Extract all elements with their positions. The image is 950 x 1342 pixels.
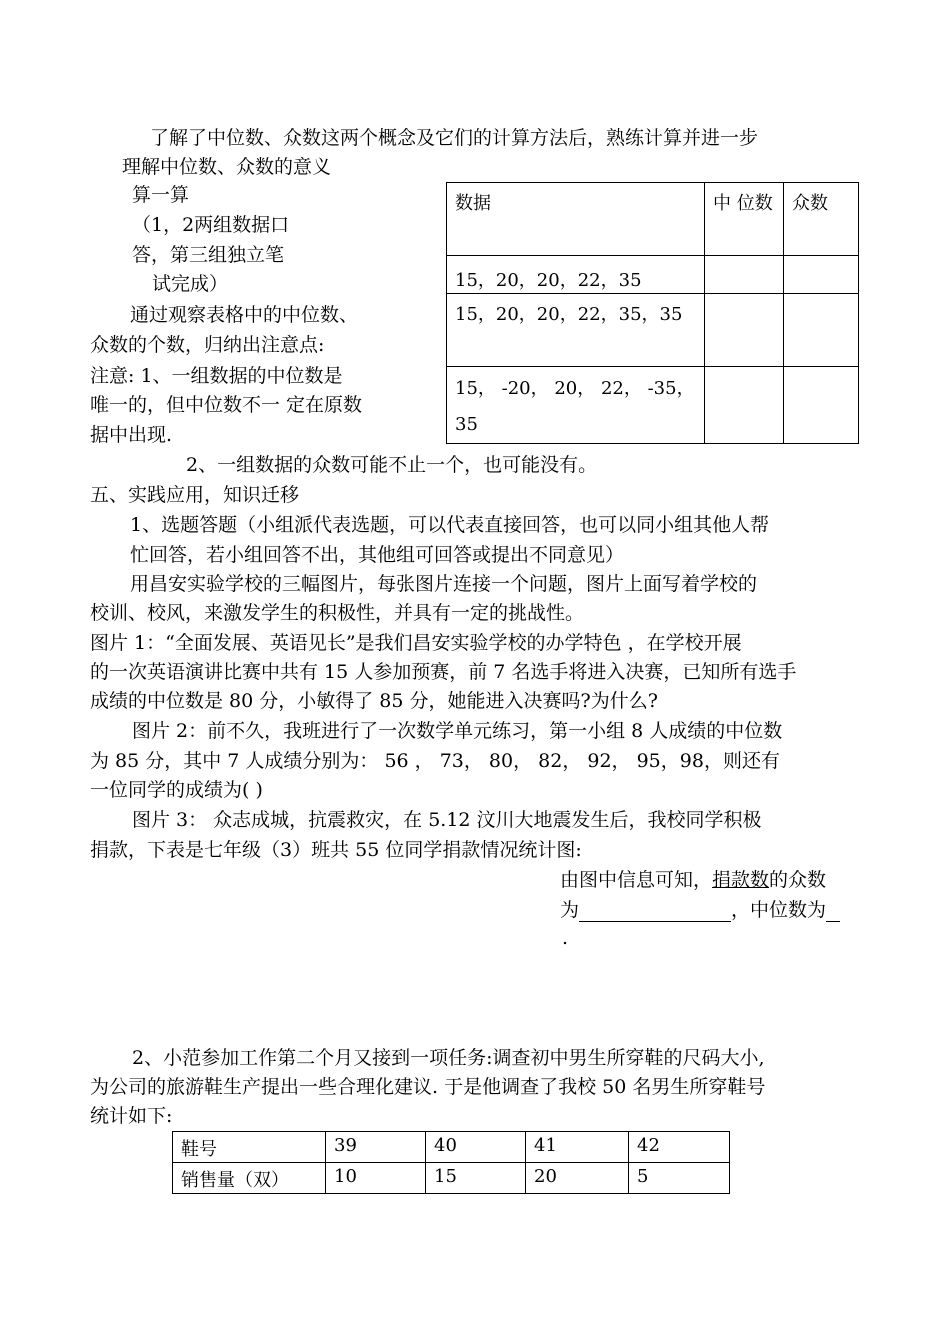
table-row xyxy=(173,1132,730,1163)
row-mode xyxy=(784,294,859,367)
picture-2-line-1: 图片 2：前不久，我班进行了一次数学单元练习，第一小组 8 人成绩的中位数 xyxy=(132,720,783,742)
sales-cell: 20 xyxy=(526,1163,629,1194)
q2-line-1: 2、小范参加工作第二个月又接到一项任务:调查初中男生所穿鞋的尺码大小, xyxy=(132,1047,765,1069)
shoe-size-table xyxy=(172,1131,730,1194)
size-cell: 42 xyxy=(629,1132,730,1163)
size-cell: 39 xyxy=(326,1132,426,1163)
desc-line-2: 校训、校风，来激发学生的积极性，并具有一定的挑战性。 xyxy=(90,602,585,624)
info-suffix: 的众数 xyxy=(769,869,827,891)
q1-line-1: 1、选题答题（小组派代表选题，可以代表直接回答，也可以同小组其他人帮 xyxy=(130,514,770,536)
size-cell: 40 xyxy=(426,1132,526,1163)
size-cell: 41 xyxy=(526,1132,629,1163)
picture-1-line-1: 图片 1：“全面发展、英语见长”是我们昌安实验学校的办学特色 ，在学校开展 xyxy=(90,632,742,654)
calc-note-1: （1，2两组数据口 xyxy=(132,214,290,236)
intro-line-1: 了解了中位数、众数这两个概念及它们的计算方法后，熟练计算并进一步 xyxy=(150,127,759,149)
note-2: 2、一组数据的众数可能不止一个，也可能没有。 xyxy=(186,454,598,476)
picture-3-fill xyxy=(560,898,840,922)
intro-line-2: 理解中位数、众数的意义 xyxy=(122,156,332,178)
calc-note-3: 试完成） xyxy=(152,273,229,295)
sales-cell: 10 xyxy=(326,1163,426,1194)
row-mode xyxy=(784,256,859,294)
row-data: 15，20，20，22，35 xyxy=(447,256,705,294)
picture-3-info xyxy=(560,868,826,892)
table-row xyxy=(447,256,859,294)
row-median xyxy=(705,367,784,444)
median-answer-blank[interactable] xyxy=(826,901,840,922)
note-1-line-2: 唯一的，但中位数不一 定在原数 xyxy=(90,394,363,416)
header-median: 中 位数 xyxy=(705,183,784,256)
picture-2-line-3: 一位同学的成绩为( ) xyxy=(90,779,263,801)
table-row xyxy=(173,1163,730,1194)
row-label-sales: 销售量（双） xyxy=(173,1163,326,1194)
picture-3-end: . xyxy=(562,927,569,949)
desc-line-1: 用昌安实验学校的三幅图片，每张图片连接一个问题，图片上面写着学校的 xyxy=(130,573,758,595)
row-data: 15， -20， 20， 22， -35，35 xyxy=(447,367,705,444)
note-1-line-3: 据中出现. xyxy=(90,424,173,446)
calc-note-2: 答，第三组独立笔 xyxy=(132,244,285,266)
row-mode xyxy=(784,367,859,444)
mode-answer-blank[interactable] xyxy=(579,901,731,922)
calc-heading: 算一算 xyxy=(132,184,190,206)
note-1-line-1: 注意: 1、一组数据的中位数是 xyxy=(90,365,343,387)
observe-line-1: 通过观察表格中的中位数、 xyxy=(130,304,359,326)
picture-1-line-3: 成绩的中位数是 80 分，小敏得了 85 分，她能进入决赛吗?为什么? xyxy=(90,690,658,712)
row-median xyxy=(705,294,784,367)
table-row xyxy=(447,294,859,367)
fill-prefix: 为 xyxy=(560,899,580,921)
observe-line-2: 众数的个数，归纳出注意点: xyxy=(90,334,325,356)
info-prefix: 由图中信息可知， xyxy=(560,869,713,891)
median-mode-table xyxy=(446,182,859,444)
row-median xyxy=(705,256,784,294)
q2-line-2: 为公司的旅游鞋生产提出一些合理化建议. 于是他调查了我校 50 名男生所穿鞋号 xyxy=(90,1076,766,1098)
section-5-title: 五、实践应用，知识迁移 xyxy=(90,484,300,506)
info-underlined: 捐款数 xyxy=(712,869,770,891)
picture-1-line-2: 的一次英语演讲比赛中共有 15 人参加预赛，前 7 名选手将进入决赛，已知所有选手 xyxy=(90,661,797,683)
picture-3-line-2: 捐款，下表是七年级（3）班共 55 位同学捐款情况统计图: xyxy=(90,839,582,861)
q2-line-3: 统计如下: xyxy=(90,1105,173,1127)
header-data: 数据 xyxy=(447,183,705,256)
row-data: 15，20，20，22，35，35 xyxy=(447,294,705,367)
picture-3-line-1: 图片 3： 众志成城，抗震救灾，在 5.12 汶川大地震发生后，我校同学积极 xyxy=(132,809,762,831)
table-row xyxy=(447,367,859,444)
sales-cell: 5 xyxy=(629,1163,730,1194)
q1-line-2: 忙回答，若小组回答不出，其他组可回答或提出不同意见） xyxy=(130,544,625,566)
sales-cell: 15 xyxy=(426,1163,526,1194)
fill-middle: ，中位数为 xyxy=(731,899,827,921)
header-mode: 众数 xyxy=(784,183,859,256)
picture-2-line-2: 为 85 分，其中 7 人成绩分别为： 56 ， 73， 80， 82， 92， 95，98，则还有 xyxy=(90,750,780,772)
row-label-size: 鞋号 xyxy=(173,1132,326,1163)
